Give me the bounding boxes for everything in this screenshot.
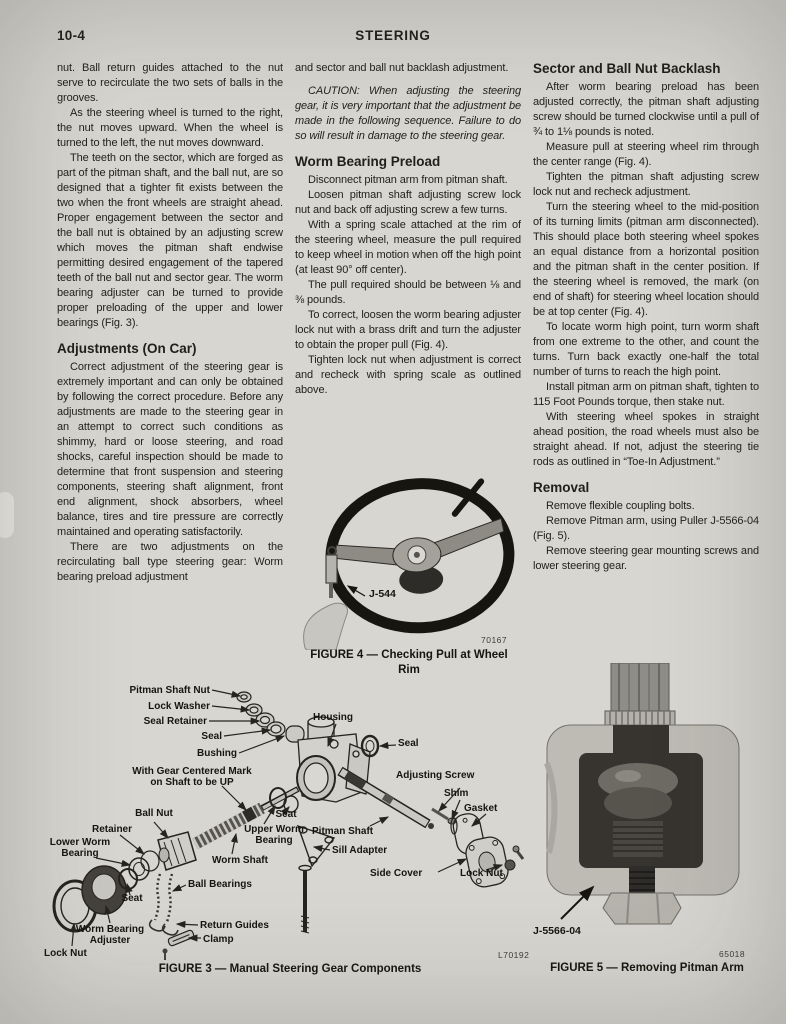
part-label: J-544	[369, 588, 396, 600]
diagram-label: Adjusting Screw	[396, 770, 475, 781]
paragraph: As the steering wheel is turned to the right, the nut moves upward. When the wheel is turned to the left, the nut moves downward.	[57, 107, 283, 149]
page-number: 10-4	[57, 28, 86, 43]
paragraph: Correct adjustment of the steering gear is extremely important and can only be obtained by following the correct procedure. Before any adjustments are made to the steering gear in an attempt to correct such conditions as shimmy, hard or loose steering, and road shocks, careful inspection should be made to determine that front suspension and steering components, steering shaft alignment, front end alignment, shock absorbers, wheel balance, tires and tire pressure are correctly maintained and operating satisfactorily.	[57, 361, 283, 538]
figure-4	[295, 472, 523, 687]
diagram-label: Seal	[201, 731, 222, 742]
diagram-label: Ball Bearings	[188, 879, 252, 890]
return-guide-drawing	[163, 924, 178, 935]
diagram-label: Pitman Shaft	[312, 826, 374, 837]
section-heading-worm-bearing-preload: Worm Bearing Preload	[295, 154, 441, 169]
paragraph: Loosen pitman shaft adjusting screw lock nut and back off adjusting screw a few turns.	[295, 189, 521, 216]
column-2	[295, 61, 521, 398]
diagram-label: Lock Washer	[148, 701, 210, 712]
diagram-label: Seal Retainer	[143, 716, 207, 727]
section-heading-removal: Removal	[533, 480, 590, 495]
paragraph: Remove Pitman arm, using Puller J-5566-04 (Fig. 5).	[533, 515, 759, 542]
diagram-label: Return Guides	[200, 920, 269, 931]
paragraph: Tighten lock nut when adjustment is correct and recheck with spring scale as outlined above.	[295, 354, 521, 396]
column-1	[57, 61, 283, 585]
diagram-label: Worm Bearing Adjuster	[75, 924, 145, 946]
diagram-label: Pitman Shaft Nut	[129, 685, 210, 696]
paragraph: Install pitman arm on pitman shaft, tighten to 115 Foot Pounds torque, then stake nut.	[533, 381, 759, 408]
photo-number: 70167	[481, 635, 508, 645]
paragraph: Tighten the pitman shaft adjusting screw lock nut and recheck adjustment.	[533, 171, 759, 198]
photo-number: L70192	[498, 950, 530, 960]
diagram-label: Retainer	[91, 824, 132, 835]
paragraph: Turn the steering wheel to the mid-position of its turning limits (pitman arm disconnected). This should place both steering wheel spokes an equal distance from a horizontal position and the pitman shaft in the center position. If the steering wheel is removed, the mark (on end of shaft) for steering wheel location should be at top center (Fig. 4).	[533, 201, 759, 318]
page-title: STEERING	[355, 28, 431, 43]
caution-note: CAUTION: When adjusting the steering gear, it is very important that the adjustment be made in the following sequence. Failure to do so will result in damage to the steering gear.	[295, 85, 521, 142]
paragraph: To locate worm high point, turn worm shaft from one extreme to the other, and count the turns. Turn back exactly one-half the total number of turns to reach the high point.	[533, 321, 759, 378]
diagram-label: Bushing	[197, 748, 237, 759]
diagram-label: With Gear Centered Mark on Shaft to be UP	[132, 766, 252, 788]
diagram-label: Ball Nut	[135, 808, 173, 819]
paragraph: The teeth on the sector, which are forged as part of the pitman shaft, and the ball nut, are so designed that a tighter fit exists between the two when the front wheels are straight ahead. Proper engagement between the sector and the ball nut is obtained by an adjusting screw which moves the pitman shaft endwise permitting desired engagement of the tapered teeth of the ball nut and sector gear. The worm bearing adjuster can be turned to provide proper preloading of the upper and lower bearings (Fig. 3).	[57, 152, 283, 329]
steering-wheel	[327, 479, 512, 632]
diagram-label: Upper Worm Bearing	[244, 824, 304, 846]
paragraph: nut. Ball return guides attached to the nut serve to recirculate the two sets of balls in the grooves.	[57, 62, 283, 104]
diagram-label: Worm Shaft	[212, 855, 268, 866]
paragraph: To correct, loosen the worm bearing adjuster lock nut with a brass drift and turn the adjuster to obtain the proper pull (Fig. 4).	[295, 309, 521, 351]
figure-5	[533, 663, 761, 993]
figure-4-caption: FIGURE 4 — Checking Pull at Wheel Rim	[310, 649, 508, 676]
section-heading-sector-backlash: Sector and Ball Nut Backlash	[533, 61, 721, 76]
column-3	[533, 61, 759, 574]
figure-3-caption: FIGURE 3 — Manual Steering Gear Components	[158, 963, 422, 975]
diagram-label: Seat	[275, 809, 297, 820]
diagram-label: Seal	[398, 738, 419, 749]
figure-3	[40, 674, 540, 979]
diagram-label: Shim	[444, 788, 469, 799]
paragraph: With a spring scale attached at the rim of the steering wheel, measure the pull required to keep wheel in motion when off the high point (at least 90° off center).	[295, 219, 521, 276]
paragraph: With steering wheel spokes in straight ahead position, the road wheels must also be straight ahead. If not, adjust the steering tie rods as outlined in “Toe-In Adjustment.”	[533, 411, 759, 468]
diagram-label: Clamp	[203, 934, 234, 945]
puller-photo-drawing	[533, 663, 761, 925]
paragraph: There are two adjustments on the recirculating ball type steering gear: Worm bearing preload adjustment	[57, 541, 283, 583]
paragraph: After worm bearing preload has been adjusted correctly, the pitman shaft adjusting screw should be turned clockwise until a pull of ¾ to 1⅛ pounds is noted.	[533, 81, 759, 138]
steering-wheel-drawing	[295, 472, 523, 650]
photo-number: 65018	[719, 949, 746, 959]
hand	[304, 603, 348, 650]
scan-artifact	[0, 492, 14, 538]
paragraph: The pull required should be between ⅛ and ⅜ pounds.	[295, 279, 521, 306]
paragraph: and sector and ball nut backlash adjustment.	[295, 62, 509, 74]
figure-5-caption: FIGURE 5 — Removing Pitman Arm	[550, 962, 744, 974]
diagram-label: Side Cover	[370, 868, 423, 879]
paragraph: Remove flexible coupling bolts.	[546, 500, 695, 512]
part-label: J-5566-04	[533, 925, 581, 937]
diagram-label: Gasket	[464, 803, 498, 814]
diagram-label: Lock Nut	[44, 948, 87, 959]
diagram-label: Lower Worm Bearing	[49, 837, 111, 859]
diagram-label: Lock Nut	[460, 868, 503, 879]
diagram-label: Sill Adapter	[332, 845, 388, 856]
paragraph: Remove steering gear mounting screws and lower steering gear.	[533, 545, 759, 572]
splined-shaft	[605, 663, 675, 733]
section-heading-adjustments: Adjustments (On Car)	[57, 341, 197, 356]
paragraph: Disconnect pitman arm from pitman shaft.	[308, 174, 508, 186]
diagram-label: Housing	[313, 712, 353, 723]
paragraph: Measure pull at steering wheel rim through the center range (Fig. 4).	[533, 141, 759, 168]
shaft-nut-washer-retainer-seal	[237, 692, 304, 742]
diagram-label: Seat	[121, 893, 143, 904]
